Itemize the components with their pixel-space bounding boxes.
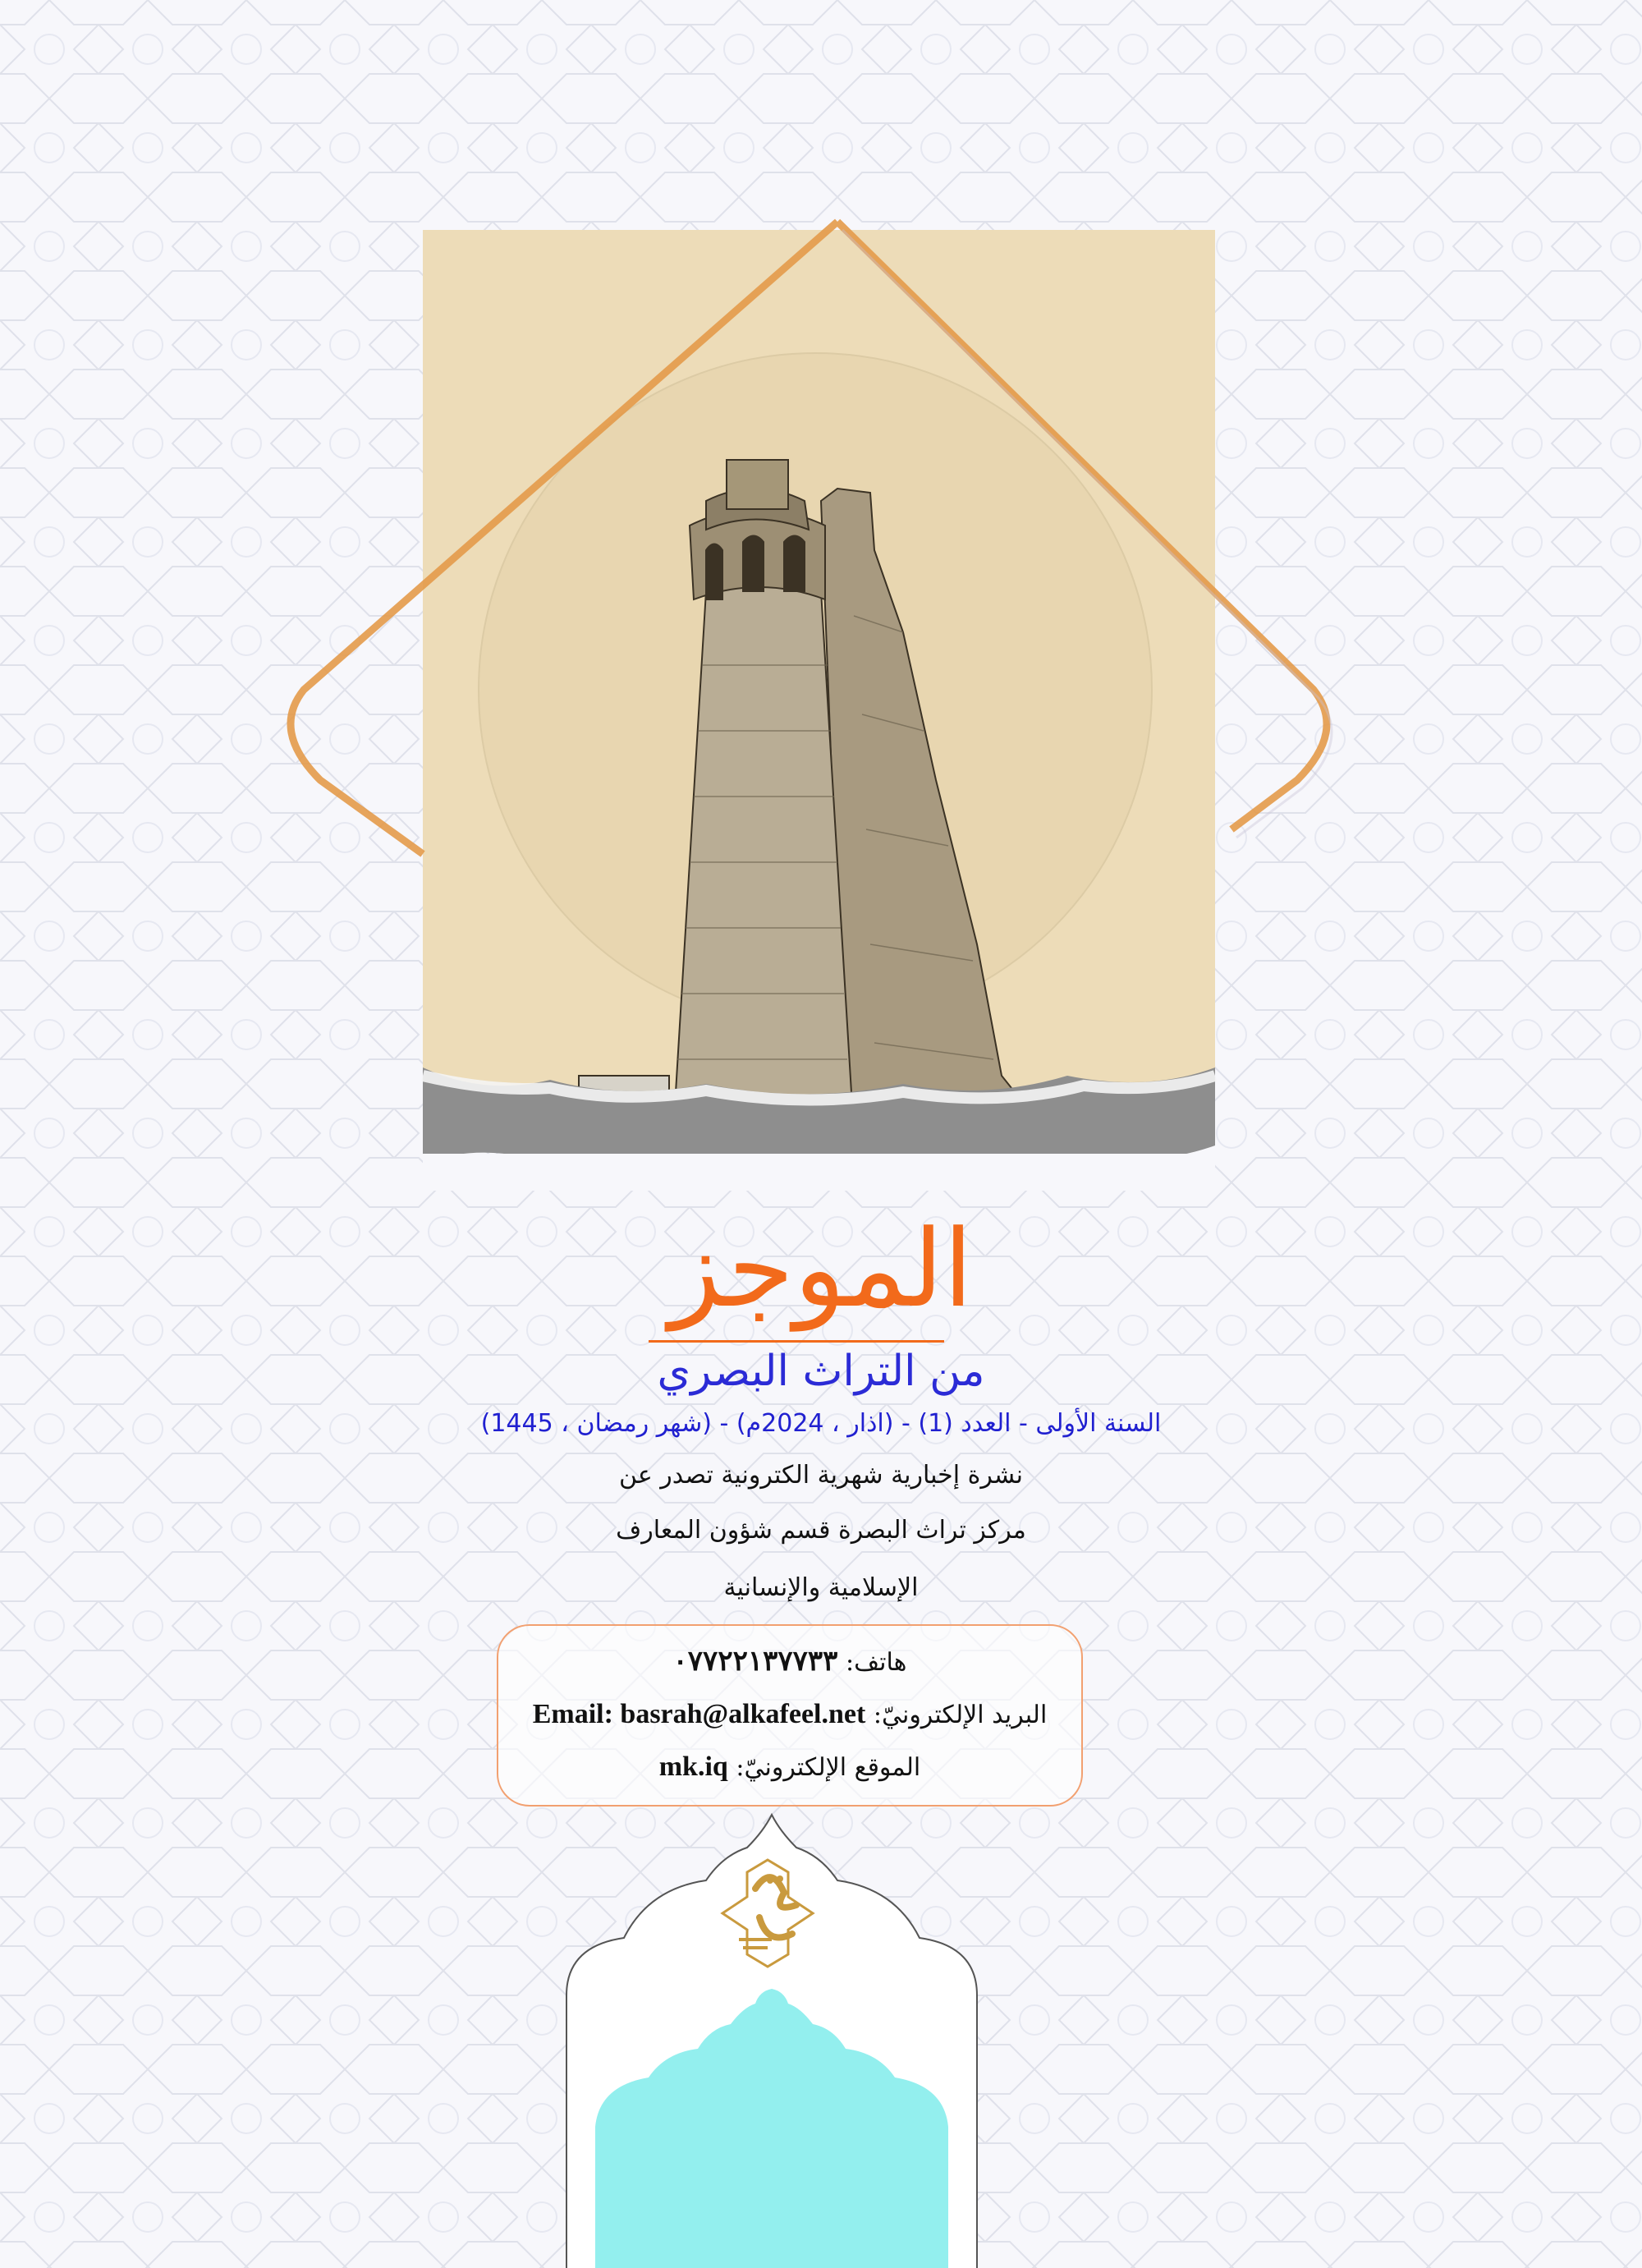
email-row: [498, 1696, 1081, 1733]
phone-row: [498, 1644, 1081, 1681]
hero-illustration: [279, 205, 1363, 1191]
website-link[interactable]: mk.iq: [658, 1752, 728, 1782]
description-line-3: الإسلامية والإنسانية: [723, 1573, 919, 1602]
email-label: البريد الإلكترونيّ:: [873, 1701, 1048, 1729]
contact-box: [497, 1624, 1083, 1807]
website-row: [498, 1749, 1081, 1786]
page-title: الموجز: [668, 1206, 974, 1331]
website-label: الموقع الإلكترونيّ:: [736, 1753, 921, 1782]
issue-info: السنة الأولى - العدد (1) - (اذار ، 2024م) - (شهر رمضان ، 1445): [480, 1409, 1162, 1438]
phone-value[interactable]: ٠٧٧٢٢١٣٧٧٣٣: [672, 1646, 838, 1677]
email-link[interactable]: Email: basrah@alkafeel.net: [532, 1699, 866, 1729]
description-line-2: مركز تراث البصرة قسم شؤون المعارف: [616, 1516, 1026, 1545]
bottom-arch: [558, 1807, 985, 2268]
phone-label: هاتف:: [845, 1648, 907, 1677]
page-subtitle: من التراث البصري: [657, 1347, 985, 1396]
description-line-1: نشرة إخبارية شهرية الكترونية تصدر عن: [619, 1461, 1023, 1490]
